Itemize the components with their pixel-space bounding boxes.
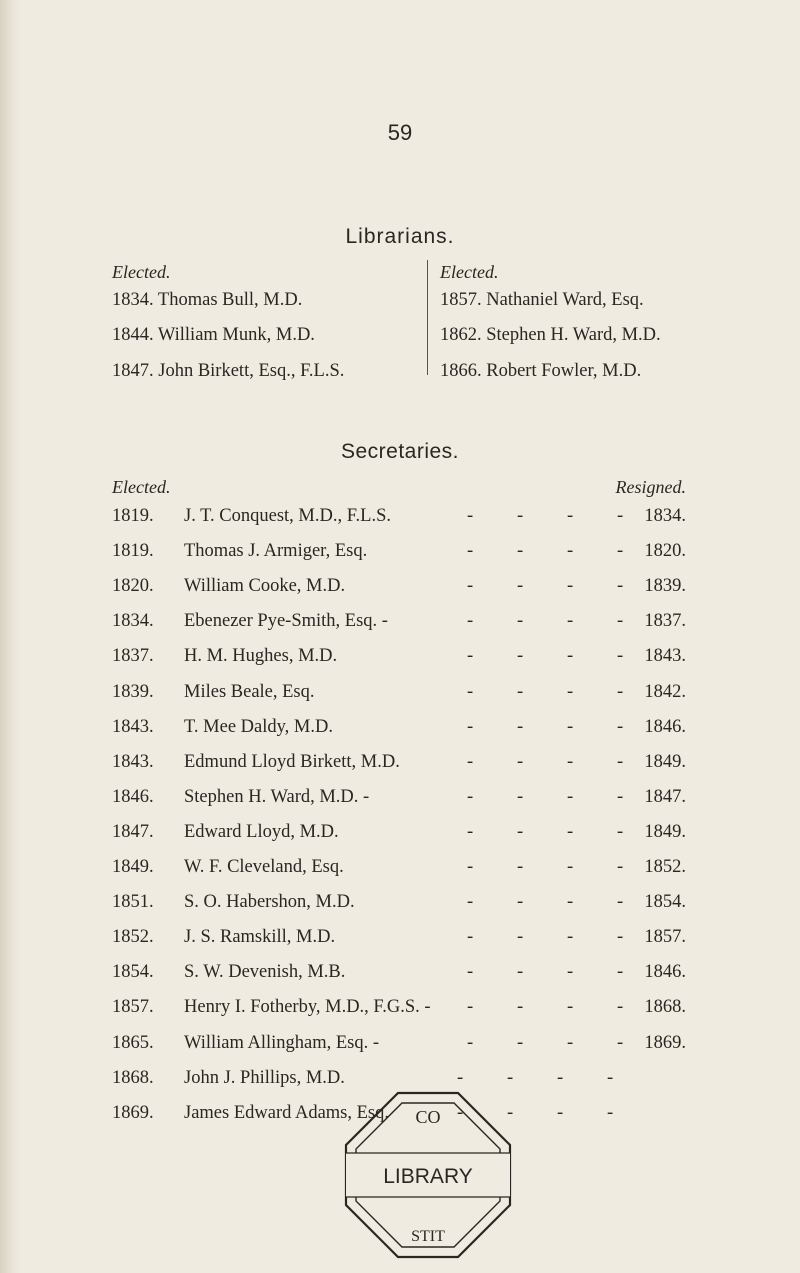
librarians-elected-right-label: Elected. xyxy=(440,262,499,282)
secretaries-heading: Secretaries. xyxy=(340,440,460,463)
secretary-resigned-year: 1846. xyxy=(644,962,686,983)
secretary-elected-year: 1819. xyxy=(112,506,154,526)
secretary-resigned-year: 1846. xyxy=(644,716,686,737)
librarian-year: 1857. xyxy=(440,290,482,310)
secretary-resigned-year: 1869. xyxy=(644,1032,686,1053)
secretary-elected-year: 1846. xyxy=(112,786,154,807)
librarian-entry xyxy=(440,290,644,311)
secretary-row: 1869. James Edward Adams, Esq. - - - - xyxy=(112,1102,614,1123)
librarians-heading: Librarians. xyxy=(345,225,455,248)
secretary-row: 1839. Miles Beale, Esq. - - - - 1842. xyxy=(112,681,686,702)
secretary-resigned-year: 1849. xyxy=(644,751,686,772)
secretary-row: 1857. Henry I. Fotherby, M.D., F.G.S. - - - - - 1868. xyxy=(112,997,686,1018)
librarian-year: 1844. xyxy=(112,325,154,345)
secretary-row: 1852. J. S. Ramskill, M.D. - - - - 1857. xyxy=(112,927,686,948)
secretary-name: Henry I. Fotherby, M.D., F.G.S. - xyxy=(184,997,431,1018)
secretary-elected-year: 1819. xyxy=(112,541,154,562)
secretary-row: 1834. Ebenezer Pye-Smith, Esq. - - - - - 1837. xyxy=(112,611,686,632)
page-number: 59 xyxy=(387,120,413,145)
secretary-resigned-year: 1868. xyxy=(644,997,686,1018)
librarian-year: 1862. xyxy=(440,325,482,345)
page-spine-shadow xyxy=(0,0,22,1273)
secretary-name: J. S. Ramskill, M.D. xyxy=(184,927,336,948)
secretary-elected-year: 1868. xyxy=(112,1067,154,1088)
secretary-name: John J. Phillips, M.D. xyxy=(184,1067,345,1088)
secretaries-resigned-label: Resigned. xyxy=(615,477,686,497)
secretary-elected-year: 1852. xyxy=(112,927,154,948)
librarian-name: Nathaniel Ward, Esq. xyxy=(486,290,644,310)
secretary-row: 1837. H. M. Hughes, M.D. - - - - 1843. xyxy=(112,646,686,667)
svg-text:STIT: STIT xyxy=(411,1228,445,1245)
secretary-elected-year: 1851. xyxy=(112,892,154,913)
secretary-row: 1819. J. T. Conquest, M.D., F.L.S. - - - - 1834. xyxy=(112,506,686,526)
secretary-resigned-year: 1852. xyxy=(644,857,686,877)
librarian-year: 1834. xyxy=(112,290,154,310)
librarian-name: William Munk, M.D. xyxy=(157,325,315,345)
secretary-name: S. W. Devenish, M.B. xyxy=(184,962,346,983)
secretary-row: 1865. William Allingham, Esq. - - - - - 1869. xyxy=(112,1032,686,1053)
secretary-name: William Allingham, Esq. - xyxy=(184,1032,380,1053)
secretary-name: Thomas J. Armiger, Esq. xyxy=(184,541,368,562)
stamp-label: LIBRARY xyxy=(383,1165,473,1188)
secretary-elected-year: 1839. xyxy=(112,681,154,702)
librarian-name: Robert Fowler, M.D. xyxy=(486,361,642,381)
secretary-elected-year: 1849. xyxy=(112,857,154,877)
librarian-name: Stephen H. Ward, M.D. xyxy=(486,325,661,345)
secretary-resigned-year: 1843. xyxy=(644,646,686,667)
secretaries-elected-label: Elected. xyxy=(112,477,171,497)
secretary-row: 1846. Stephen H. Ward, M.D. - - - - - 1847. xyxy=(112,786,686,807)
librarian-year: 1866. xyxy=(440,361,482,381)
svg-text:CO: CO xyxy=(415,1107,441,1127)
secretary-resigned-year: 1839. xyxy=(644,576,686,597)
secretary-elected-year: 1843. xyxy=(112,716,154,737)
secretary-resigned-year: 1847. xyxy=(644,786,686,807)
secretary-resigned-year: 1837. xyxy=(644,611,686,632)
secretary-elected-year: 1843. xyxy=(112,751,154,772)
secretary-row: 1847. Edward Lloyd, M.D. - - - - 1849. xyxy=(112,821,686,842)
secretary-elected-year: 1837. xyxy=(112,646,154,667)
secretary-row: 1851. S. O. Habershon, M.D. - - - - 1854. xyxy=(112,892,686,913)
secretary-row: 1843. Edmund Lloyd Birkett, M.D. - - - - 1849. xyxy=(112,751,686,772)
secretary-name: H. M. Hughes, M.D. xyxy=(184,646,338,667)
library-stamp xyxy=(338,1085,518,1265)
secretary-name: W. F. Cleveland, Esq. xyxy=(184,857,344,877)
librarians-elected-left-label: Elected. xyxy=(112,262,171,282)
secretary-row: 1819. Thomas J. Armiger, Esq. - - - - 1820. xyxy=(112,541,686,562)
secretary-name: Stephen H. Ward, M.D. - xyxy=(184,786,370,807)
librarian-name: Thomas Bull, M.D. xyxy=(157,290,303,310)
secretary-elected-year: 1857. xyxy=(112,997,154,1018)
secretary-name: J. T. Conquest, M.D., F.L.S. xyxy=(184,506,392,526)
secretary-name: James Edward Adams, Esq. xyxy=(184,1102,390,1123)
secretary-resigned-year: 1854. xyxy=(644,892,686,913)
librarian-year: 1847. xyxy=(112,361,154,381)
secretary-elected-year: 1847. xyxy=(112,821,154,842)
secretary-elected-year: 1820. xyxy=(112,576,154,597)
secretary-name: Edward Lloyd, M.D. xyxy=(184,821,339,842)
librarian-name: John Birkett, Esq., F.L.S. xyxy=(158,361,345,381)
secretary-name: S. O. Habershon, M.D. xyxy=(184,892,355,913)
secretary-name: Miles Beale, Esq. xyxy=(184,681,315,702)
librarian-entry xyxy=(112,325,315,346)
secretary-row: 1820. William Cooke, M.D. - - - - 1839. xyxy=(112,576,686,597)
secretary-elected-year: 1865. xyxy=(112,1032,154,1053)
secretary-name: William Cooke, M.D. xyxy=(184,576,346,597)
secretary-resigned-year: 1857. xyxy=(644,927,686,948)
secretary-row: 1843. T. Mee Daldy, M.D. - - - - 1846. xyxy=(112,716,686,737)
librarian-entry xyxy=(112,361,344,382)
secretary-row: 1854. S. W. Devenish, M.B. - - - - 1846. xyxy=(112,962,686,983)
secretary-row: 1849. W. F. Cleveland, Esq. - - - - 1852. xyxy=(112,857,686,877)
secretary-elected-year: 1834. xyxy=(112,611,154,632)
secretary-elected-year: 1869. xyxy=(112,1102,154,1123)
librarian-entry xyxy=(440,325,661,346)
secretary-row: 1868. John J. Phillips, M.D. - - - - xyxy=(112,1067,614,1088)
librarian-entry xyxy=(112,290,302,311)
librarians-column-divider xyxy=(427,260,428,375)
secretary-elected-year: 1854. xyxy=(112,962,154,983)
secretary-name: Edmund Lloyd Birkett, M.D. xyxy=(184,751,400,772)
secretary-resigned-year: 1834. xyxy=(644,506,686,526)
secretary-resigned-year: 1820. xyxy=(644,541,686,562)
secretary-name: Ebenezer Pye-Smith, Esq. - xyxy=(184,611,388,632)
secretary-name: T. Mee Daldy, M.D. xyxy=(184,716,333,737)
librarian-entry xyxy=(440,361,641,382)
secretary-resigned-year: 1842. xyxy=(644,681,686,702)
secretary-resigned-year: 1849. xyxy=(644,821,686,842)
